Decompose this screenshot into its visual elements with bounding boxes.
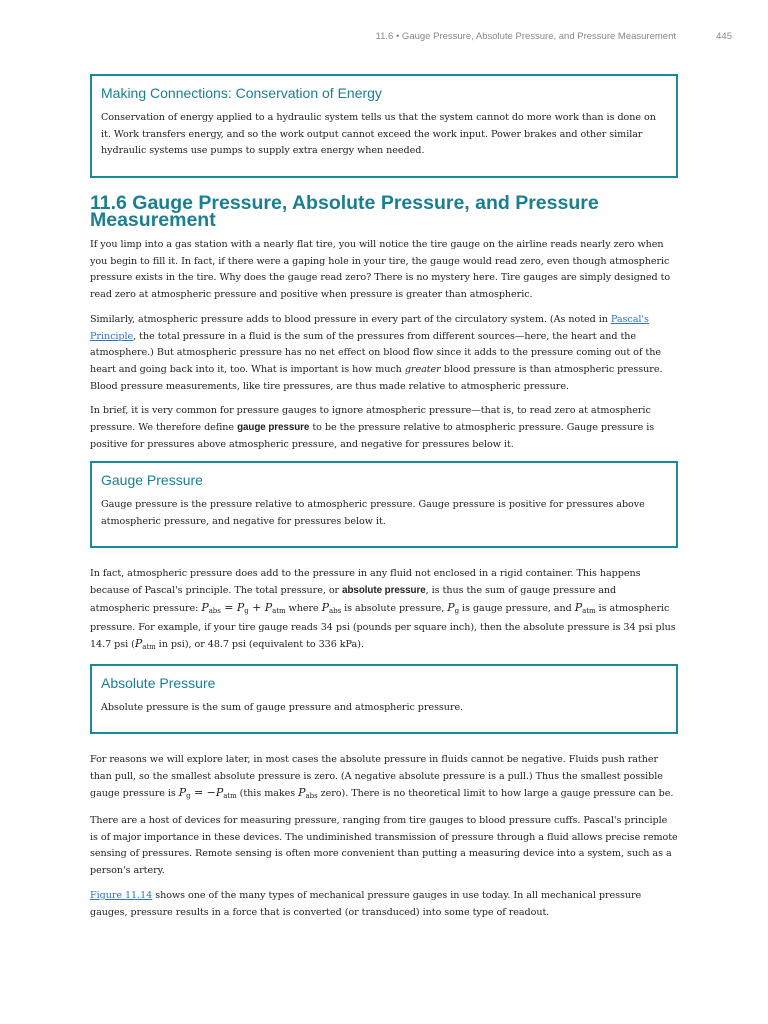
paragraph-negative-pressure: For reasons we will explore later, in most cases the absolute pressure in fluids cannot be negative. Fluids push rather than pull, so the smallest absolute pressure is zero. (A negative absolute pressure is a pull.) Thus the smallest possible gauge pressure is $P_g = -P_{atm}$ (this makes $P_{abs}$ zero). There is no theoretical limit to how large a gauge pressure can be. [90,753,674,801]
running-title: 11.6 • Gauge Pressure, Absolute Pressure, and Pressure Measurement [375,31,676,42]
gauge-pressure-title: Gauge Pressure [101,472,203,489]
gauge-pressure-body: Gauge pressure is the pressure relative to atmospheric pressure. Gauge pressure is positive for pressures above atmospheric pressure, and negative for pressures below it. [101,499,645,528]
paragraph-absolute-pressure: In fact, atmospheric pressure does add to the pressure in any fluid not enclosed in a rigid container. This happens because of Pascal's principle. The total pressure, or absolute pressure, is thus the sum of gauge pressure and atmospheric pressure: $P_{abs} = P_g + P_{atm}$ where $P_{abs}$ is absolute pressure, $P_g$ is gauge pressure, and $P_{atm}$ is atmospheric pressure. For example, if your tire gauge reads 34 psi (pounds per square inch), then the absolute pressure is 34 psi plus 14.7 psi ($P_{atm}$ in psi), or 48.7 psi (equivalent to 336 kPa). [90,568,676,652]
paragraph-intro: If you limp into a gas station with a nearly flat tire, you will notice the tire gauge on the airline reads nearly zero when you begin to fill it. In fact, if there were a gaping hole in your tire, the gauge would read zero, even though atmospheric pressure exists in the tire. Why does the gauge read zero? There is no mystery here. Tire gauges are simply designed to read zero at atmospheric pressure and positive when pressure is greater than atmospheric. [90,239,671,301]
section-heading: 11.6 Gauge Pressure, Absolute Pressure, and Pressure Measurement [90,192,599,231]
making-connections-body: Conservation of energy applied to a hydraulic system tells us that the system cannot do more work than is done on it. Work transfers energy, and so the work output cannot exceed the work input. Power brakes and other similar hydraulic systems use pumps to supply extra energy when needed. [101,112,656,157]
emphasis-greater: greater [404,363,441,375]
figure-11-14-link[interactable]: Figure 11.14 [90,889,153,901]
keyword-absolute-pressure: absolute pressure [342,585,426,597]
pascals-principle-link[interactable]: Pascal's Principle [90,313,649,342]
paragraph-figure-reference: Figure 11.14 shows one of the many types of mechanical pressure gauges in use today. In all mechanical pressure gauges, pressure results in a force that is converted (or transduced) into some type of readout. [90,889,642,918]
paragraph-measuring-devices: There are a host of devices for measuring pressure, ranging from tire gauges to blood pressure cuffs. Pascal's principle is of major importance in these devices. The undiminished transmission of pressure through a fluid allows precise remote sensing of pressures. Remote sensing is often more convenient than putting a measuring device into a system, such as a person's artery. [90,815,678,877]
equation-min-gauge-pressure: $P_g = -P_{atm}$ [178,786,237,801]
paragraph-blood-pressure: Similarly, atmospheric pressure adds to blood pressure in every part of the circulatory system. (As noted in Pascal's Principle, the total pressure in a fluid is the sum of the pressures from different sources—here, the heart and the atmosphere.) But atmospheric pressure has no net effect on blood flow since it adds to the pressure coming out of the heart and going back into it, too. What is important is how much greater blood pressure is than atmospheric pressure. Blood pressure measurements, like tire pressures, are thus made relative to atmospheric pressure. [90,313,663,392]
page-content [90,74,678,929]
making-connections-title: Making Connections: Conservation of Energy [101,85,382,101]
absolute-pressure-box [90,664,678,734]
running-header [0,31,768,45]
making-connections-box [90,74,678,178]
absolute-pressure-body: Absolute pressure is the sum of gauge pressure and atmospheric pressure. [101,701,464,713]
absolute-pressure-title: Absolute Pressure [101,674,216,691]
keyword-gauge-pressure: gauge pressure [237,422,310,434]
paragraph-gauge-definition: In brief, it is very common for pressure gauges to ignore atmospheric pressure—that is, to read zero at atmospheric pressure. We therefore define gauge pressure to be the pressure relative to atmospheric pressure. Gauge pressure is positive for pressures above atmospheric pressure, and negative for pressures below it. [90,405,655,450]
page-number: 445 [716,31,732,42]
gauge-pressure-box [90,461,678,548]
equation-absolute-pressure: $P_{abs} = P_g + P_{atm}$ [201,600,286,615]
